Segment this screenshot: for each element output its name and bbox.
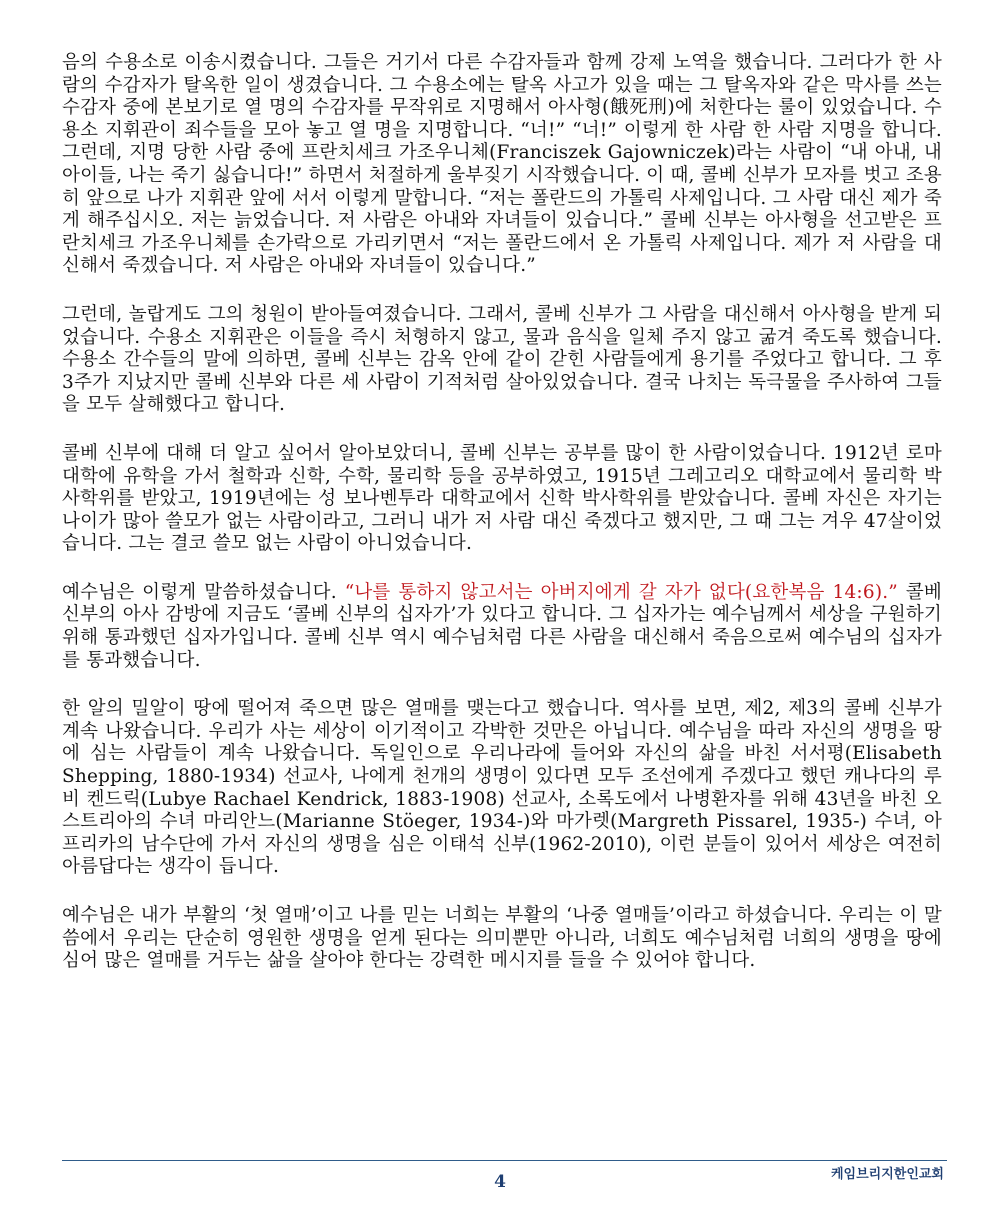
paragraph-1: 음의 수용소로 이송시켰습니다. 그들은 거기서 다른 수감자들과 함께 강제 노역을 했습니다. 그러다가 한 사람의 수감자가 탈옥한 일이 생겼습니다. 그 수용소에는 탈옥 사고가 있을 때는 그 탈옥자와 같은 막사를 쓰는 수감자 중에 본보기로 열 명의 수감자를 무작위로 지명해서 아사형(餓死刑)에 처한다는 룰이 있었습니다. 수용소 지휘관이 죄수들을 모아 놓고 열 명을 지명합니다. “너!” “너!” 이렇게 한 사람 한 사람 지명을 합니다. 그런데, 지명 당한 사람 중에 프란치세크 가조우니체(Franciszek Gajowniczek)라는 사람이 “내 아내, 내 아이들, 나는 죽기 싫습니다!” 하면서 처절하게 울부짖기 시작했습니다. 이 때, 콜베 신부가 모자를 벗고 조용히 앞으로 나가 지휘관 앞에 서서 이렇게 말합니다. “저는 폴란드의 가톨릭 사제입니다. 그 사람 대신 제가 죽게 해주십시오. 저는 늙었습니다. 저 사람은 아내와 자녀들이 있습니다.” 콜베 신부는 아사형을 선고받은 프란치세크 가조우니체를 손가락으로 가리키면서 “저는 폴란드에서 온 가톨릭 사제입니다. 제가 저 사람을 대신해서 죽겠습니다. 저 사람은 아내와 자녀들이 있습니다.” [62, 52, 942, 277]
page-number: 4 [494, 1172, 506, 1192]
paragraph-5: 한 알의 밀알이 땅에 떨어져 죽으면 많은 열매를 맺는다고 했습니다. 역사를 보면, 제2, 제3의 콜베 신부가 계속 나왔습니다. 우리가 사는 세상이 이기적이고 각박한 것만은 아닙니다. 예수님을 따라 자신의 생명을 땅에 심는 사람들이 계속 나왔습니다. 독일인으로 우리나라에 들어와 자신의 삶을 바친 서서평(Elisabeth Shepping, 1880-1934) 선교사, 나에게 천개의 생명이 있다면 모두 조선에게 주겠다고 했던 캐나다의 루비 켄드릭(Lubye Rachael Kendrick, 1883-1908) 선교사, 소록도에서 나병환자를 위해 43년을 바친 오스트리아의 수녀 마리안느(Marianne Stöeger, 1934-)와 마가렛(Margreth Pissarel, 1935-) 수녀, 아프리카의 남수단에 가서 자신의 생명을 심은 이태석 신부(1962-2010), 이런 분들이 있어서 세상은 여전히 아름답다는 생각이 듭니다. [62, 698, 942, 878]
footer-rule [62, 1160, 947, 1161]
paragraph-3: 콜베 신부에 대해 더 알고 싶어서 알아보았더니, 콜베 신부는 공부를 많이 한 사람이었습니다. 1912년 로마 대학에 유학을 가서 철학과 신학, 수학, 물리학 등을 공부하였고, 1915년 그레고리오 대학교에서 물리학 박사학위를 받았고, 1919년에는 성 보나벤투라 대학교에서 신학 박사학위를 받았습니다. 콜베 자신은 자기는 나이가 많아 쓸모가 없는 사람이라고, 그러니 내가 저 사람 대신 죽겠다고 했지만, 그 때 그는 겨우 47살이었습니다. 그는 결코 쓸모 없는 사람이 아니었습니다. [62, 442, 942, 555]
paragraph-4-intro: 예수님은 이렇게 말씀하셨습니다. [62, 581, 345, 603]
paragraph-4 [62, 582, 942, 672]
scripture-quote: “나를 통하지 않고서는 아버지에게 갈 자가 없다(요한복음 14:6).” [344, 581, 898, 603]
paragraph-4-rest: 콜베 신부의 아사 감방에 지금도 ‘콜베 신부의 십자가’가 있다고 합니다. 그 십자가는 예수님께서 세상을 구원하기 위해 통과했던 십자가입니다. 콜베 신부 역시 예수님처럼 다른 사람을 대신해서 죽음으로써 예수님의 십자가를 통과했습니다. [62, 581, 942, 671]
church-name: 케임브리지한인교회 [830, 1167, 944, 1182]
paragraph-2: 그런데, 놀랍게도 그의 청원이 받아들여졌습니다. 그래서, 콜베 신부가 그 사람을 대신해서 아사형을 받게 되었습니다. 수용소 지휘관은 이들을 즉시 처형하지 않고, 물과 음식을 일체 주지 않고 굶겨 죽도록 했습니다. 수용소 간수들의 말에 의하면, 콜베 신부는 감옥 안에 같이 갇힌 사람들에게 용기를 주었다고 합니다. 그 후 3주가 지났지만 콜베 신부와 다른 세 사람이 기적처럼 살아있었습니다. 결국 나치는 독극물을 주사하여 그들을 모두 살해했다고 합니다. [62, 303, 942, 416]
paragraph-6: 예수님은 내가 부활의 ‘첫 열매’이고 나를 믿는 너희는 부활의 ‘나중 열매들’이라고 하셨습니다. 우리는 이 말씀에서 우리는 단순히 영원한 생명을 얻게 된다는 의미뿐만 아니라, 너희도 예수님처럼 너희의 생명을 땅에 심어 많은 열매를 거두는 삶을 살아야 한다는 강력한 메시지를 들을 수 있어야 합니다. [62, 905, 942, 972]
page-body [62, 52, 942, 999]
